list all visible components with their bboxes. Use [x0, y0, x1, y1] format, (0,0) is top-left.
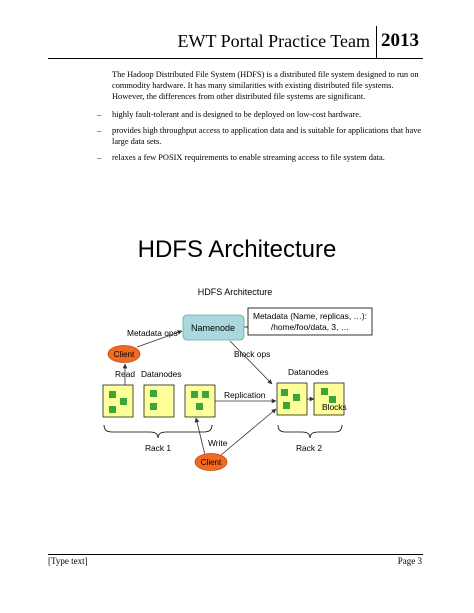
footer-rule	[48, 554, 423, 555]
read-label: Read	[115, 369, 136, 379]
datanodes-right-label: Datanodes	[288, 367, 329, 377]
datanodes-left-label: Datanodes	[141, 369, 182, 379]
block	[109, 406, 116, 413]
block	[321, 388, 328, 395]
header-title: EWT Portal Practice Team	[177, 31, 370, 51]
intro-paragraph: The Hadoop Distributed File System (HDFS) is a distributed file system designed to run on commodity hardware. It has many similarities with existing distributed file systems. However, the differences from other distributed file systems are significant.	[112, 70, 419, 101]
write-arrow-rack2	[221, 409, 276, 455]
bullet-dash: –	[97, 153, 102, 162]
replication-label: Replication	[224, 390, 266, 400]
bullet-dash: –	[97, 126, 102, 135]
write-arrow	[196, 418, 205, 455]
block	[202, 391, 209, 398]
block	[196, 403, 203, 410]
bullet-text: provides high throughput access to application data and is suitable for applications that have large data sets.	[112, 126, 422, 146]
blocks-label: Blocks	[322, 402, 347, 412]
header-year: 2013	[381, 30, 419, 51]
namenode-label: Namenode	[190, 323, 236, 333]
write-label: Write	[208, 438, 228, 448]
datanode	[277, 383, 307, 415]
client-label-bottom: Client	[200, 458, 222, 467]
block	[120, 398, 127, 405]
bullet-text: highly fault-tolerant and is designed to be deployed on low-cost hardware.	[112, 110, 362, 119]
block	[293, 394, 300, 401]
block-ops-arrow	[230, 341, 272, 384]
architecture-heading: HDFS Architecture	[137, 236, 337, 263]
metadata-ops-label: Metadata ops	[127, 328, 178, 338]
rack1-brace	[104, 425, 212, 438]
block	[150, 403, 157, 410]
page-number: Page 3	[397, 556, 422, 566]
rack2-brace	[278, 425, 342, 438]
datanode	[103, 385, 133, 417]
rack1-label: Rack 1	[144, 443, 172, 453]
block	[150, 390, 157, 397]
datanode	[144, 385, 174, 417]
bullet-dash: –	[97, 110, 102, 119]
bullet-text: relaxes a few POSIX requirements to enable streaming access to file system data.	[112, 153, 385, 162]
client-label-top: Client	[113, 350, 135, 359]
rack2-label: Rack 2	[295, 443, 323, 453]
diagram-title: HDFS Architecture	[197, 287, 273, 297]
block-ops-label: Block ops	[234, 349, 271, 359]
block	[283, 402, 290, 409]
block	[109, 391, 116, 398]
block	[191, 391, 198, 398]
metadata-line-1: Metadata (Name, replicas, …):	[252, 311, 368, 321]
metadata-line-2: /home/foo/data, 3, …	[270, 322, 350, 332]
block	[281, 389, 288, 396]
datanode	[185, 385, 215, 417]
footer-placeholder-text: [Type text]	[48, 556, 88, 566]
